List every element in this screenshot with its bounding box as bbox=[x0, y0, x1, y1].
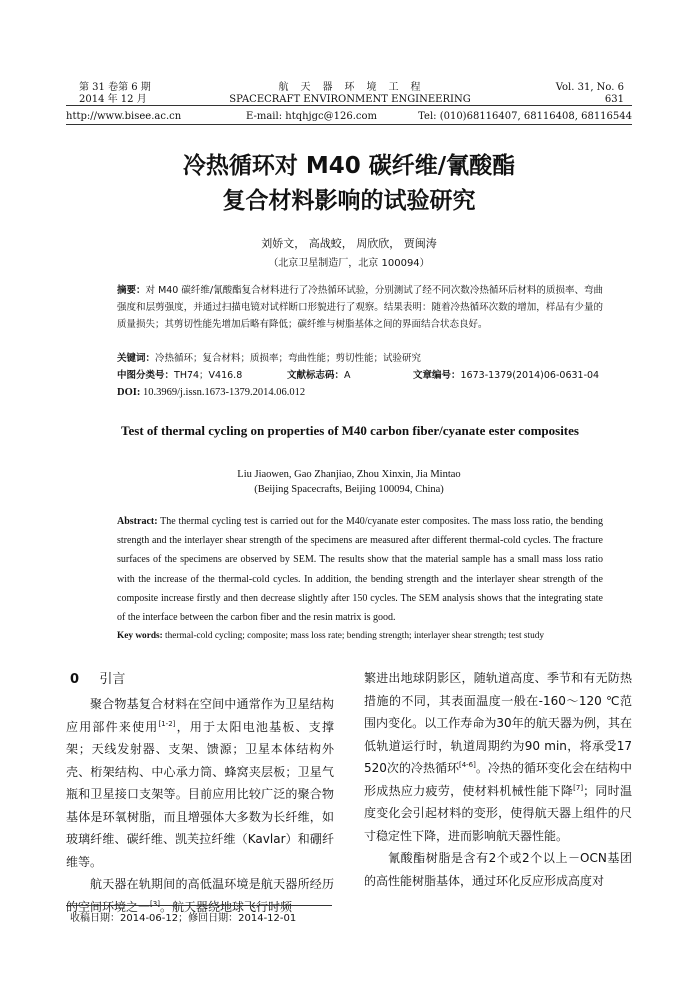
citation-7[interactable]: [7] bbox=[573, 783, 584, 792]
left-p2-text-a: 航天器在轨期间的高低温环境是航天器所经历的空间环境之一 bbox=[66, 877, 334, 914]
volume-en: Vol. 31, No. 6 bbox=[555, 82, 624, 93]
article-no-value: 1673-1379(2014)06-0631-04 bbox=[460, 370, 600, 381]
title-cn-line1: 冷热循环对 M40 碳纤维/氰酸酯 bbox=[182, 153, 516, 179]
left-p2-text-b: 。航天器绕地球飞行时频 bbox=[159, 899, 292, 914]
doi-line bbox=[117, 384, 603, 401]
authors-cn: 刘娇文， 高战蛟， 周欣欣， 贾闽涛 bbox=[261, 237, 437, 250]
right-p1-text-a: 繁进出地球阴影区，随轨道高度、季节和有无防热措施的不同，其表面温度一般在-160～120 ℃范围内变化。以工作寿命为30年的航天器为例，其在低轨道运行时，轨道周期约为90 min，将承受17 520次的冷热循环 bbox=[364, 671, 632, 775]
left-column bbox=[66, 693, 334, 918]
clc-value: TH74；V416.8 bbox=[174, 370, 243, 381]
right-paragraph-2: 氰酸酯树脂是含有2个或2个以上－OCN基团的高性能树脂基体，通过环化反应形成高度对 bbox=[364, 851, 632, 888]
abstract-cn-label: 摘要： bbox=[117, 285, 146, 296]
journal-en: SPACECRAFT ENVIRONMENT ENGINEERING bbox=[229, 94, 471, 105]
doc-code-value: A bbox=[344, 370, 351, 381]
citation-1-2[interactable]: [1-2] bbox=[158, 719, 176, 728]
left-p1-text-b: ，用于太阳电池基板、支撑架；天线发射器、支架、馈源；卫星本体结构外壳、桁架结构、中心承力筒、蜂窝夹层板；卫星气瓶和卫星接口支架等。目前应用比较广泛的聚合物基体是环氧树脂，而且增强体大多数为长纤维，如玻璃纤维、碳纤维、凯芙拉纤维（Kavlar）和硼纤维等。 bbox=[66, 719, 334, 869]
footnote-dates: 收稿日期：2014-06-12；修回日期：2014-12-01 bbox=[70, 913, 297, 924]
keywords-cn-label: 关键词： bbox=[117, 353, 156, 364]
journal-url[interactable]: http://www.bisee.ac.cn bbox=[66, 111, 182, 122]
keywords-cn bbox=[117, 350, 603, 367]
keywords-en-text: thermal-cold cycling; composite; mass loss rate; bending strength; interlayer shear strength; test study bbox=[165, 631, 545, 641]
right-paragraph-1 bbox=[364, 667, 632, 847]
section-0-title: 引言 bbox=[99, 672, 126, 687]
abstract-cn-text: 对 M40 碳纤维/氰酸酯复合材料进行了冷热循环试验，分别测试了经不同次数冷热循环后材料的质损率、弯曲强度和层剪强度，并通过扫描电镜对试样断口形貌进行了观察。结果表明：随着冷热循环次数的增加，样品有少量的质量损失；其剪切性能先增加后略有降低；碳纤维与树脂基体之间的界面结合状态良好。 bbox=[117, 285, 603, 330]
left-paragraph-1 bbox=[66, 693, 334, 873]
abstract-en-label: Abstract: bbox=[117, 516, 158, 527]
article-no-label: 文章编号： bbox=[413, 370, 461, 381]
affiliation-cn: （北京卫星制造厂，北京 100094） bbox=[268, 258, 430, 269]
abstract-en bbox=[117, 512, 603, 627]
keywords-en-label: Key words: bbox=[117, 631, 163, 641]
authors-en: Liu Jiaowen, Gao Zhanjiao, Zhou Xinxin, Jia Mintao bbox=[237, 469, 461, 480]
doc-code-label: 文献标志码： bbox=[287, 370, 345, 381]
volume-cn: 第 31 卷第 6 期 bbox=[79, 82, 151, 93]
left-p1-text-a: 聚合物基复合材料在空间中通常作为卫星结构应用部件来使用 bbox=[66, 697, 334, 734]
header-rule-2 bbox=[66, 124, 632, 125]
citation-3[interactable]: [3] bbox=[150, 899, 160, 908]
classification-line bbox=[117, 367, 603, 384]
header-rule bbox=[66, 105, 632, 106]
journal-email[interactable]: E-mail: htqhjgc@126.com bbox=[246, 111, 378, 122]
abstract-en-text: The thermal cycling test is carried out for the M40/cyanate ester composites. The mass loss ratio, the bending strength and the interlayer shear strength of the specimens are measured after different thermal-cold cycles. The fracture surfaces of the specimens are observed by SEM. The results show that the material sample has a small mass loss ratio with the increase of the thermal-cold cycles. In addition, the bending strength and the interlayer shear strength of the composite increase firstly and then decrease slightly after 150 cycles. The SEM analysis shows that the integrating state of the interface between the carbon fiber and the resin matrix is good. bbox=[117, 516, 603, 624]
affiliation-en: (Beijing Spacecrafts, Beijing 100094, China) bbox=[254, 484, 444, 495]
right-p1-text-b: 。冷热的循环变化会在结构中形成热应力疲劳，使材料机械性能下降 bbox=[364, 761, 632, 798]
section-0-heading bbox=[70, 668, 125, 687]
abstract-cn bbox=[117, 282, 603, 333]
journal-cn: 航 天 器 环 境 工 程 bbox=[278, 82, 422, 93]
right-p1-text-c: ；同时温度变化会引起材料的变形，使得航天器上组件的尺寸稳定性下降，进而影响航天器性能。 bbox=[364, 783, 632, 843]
citation-4-6[interactable]: [4-6] bbox=[458, 761, 476, 769]
title-en: Test of thermal cycling on properties of M40 carbon fiber/cyanate ester composites bbox=[121, 423, 579, 438]
doi-value[interactable]: 10.3969/j.issn.1673-1379.2014.06.012 bbox=[142, 387, 306, 398]
doi-label: DOI: bbox=[117, 387, 141, 398]
title-cn-line2: 复合材料影响的试验研究 bbox=[222, 188, 476, 214]
keywords-en bbox=[117, 627, 603, 646]
date-cn: 2014 年 12 月 bbox=[79, 94, 147, 105]
footnote-rule bbox=[66, 905, 332, 906]
section-0-number: 0 bbox=[70, 672, 80, 687]
clc-label: 中图分类号： bbox=[117, 370, 175, 381]
page-number: 631 bbox=[604, 94, 624, 105]
keywords-cn-text: 冷热循环；复合材料；质损率；弯曲性能；剪切性能；试验研究 bbox=[155, 353, 422, 364]
right-column bbox=[364, 667, 632, 892]
journal-tel: Tel: (010)68116407, 68116408, 68116544 bbox=[418, 111, 632, 122]
